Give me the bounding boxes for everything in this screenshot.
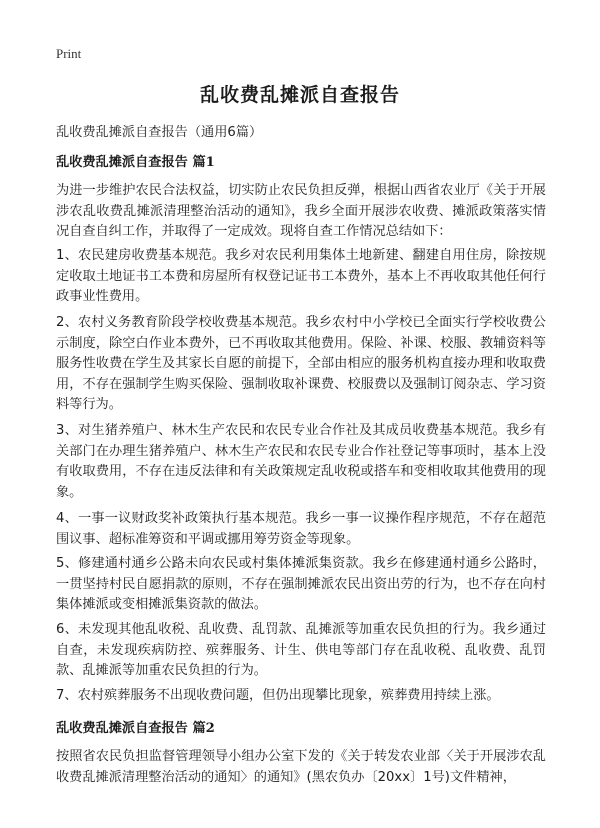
section-heading-1: 乱收费乱摊派自查报告 篇1 [56, 155, 215, 170]
print-label: Print [56, 46, 82, 61]
paragraph-item-4: 4、一事一议财政奖补政策执行基本规范。我乡一事一议操作程序规范，不存在超范围议事、超标准筹资和平调或挪用筹劳资金等现象。 [56, 511, 546, 547]
paragraph-item-7: 7、农村殡葬服务不出现收费问题，但仍出现攀比现象，殡葬费用持续上涨。 [56, 688, 500, 703]
document-subtitle: 乱收费乱摊派自查报告（通用6篇） [56, 125, 263, 140]
paragraph-intro: 为进一步维护农民合法权益，切实防止农民负担反弹，根据山西省农业厅《关于开展涉农乱收费乱摊派清理整治活动的通知》，我乡全面开展涉农收费、摊派政策落实情况自查自纠工作，并取得了一定成效。现将自查工作情况总结如下： [56, 183, 546, 239]
section-heading-2: 乱收费乱摊派自查报告 篇2 [56, 721, 215, 736]
paragraph-item-1: 1、农民建房收费基本规范。我乡对农民利用集体土地新建、翻建自用住房，除按规定收取土地证书工本费和房屋所有权登记证书工本费外，基本上不再收取其他任何行政事业性费用。 [56, 248, 546, 304]
paragraph-section2-intro: 按照省农民负担监督管理领导小组办公室下发的《关于转发农业部〈关于开展涉农乱收费乱摊派清理整治活动的通知〉的通知》(黑农负办〔20xx〕1号)文件精神， [56, 749, 546, 785]
document-title: 乱收费乱摊派自查报告 [199, 84, 400, 106]
paragraph-item-5: 5、修建通村通乡公路未向农民或村集体摊派集资款。我乡在修建通村通乡公路时，一贯坚持村民自愿捐款的原则，不存在强制摊派农民出资出劳的行为，也不存在向村集体摊派或变相摊派集资款的做法。 [56, 556, 546, 612]
paragraph-item-3: 3、对生猪养殖户、林木生产农民和农民专业合作社及其成员收费基本规范。我乡有关部门在办理生猪养殖户、林木生产农民和农民专业合作社登记等事项时，基本上没有收取费用，不存在违反法律和有关政策规定乱收税或搭车和变相收取其他费用的现象。 [56, 423, 546, 500]
paragraph-item-6: 6、未发现其他乱收税、乱收费、乱罚款、乱摊派等加重农民负担的行为。我乡通过自查，未发现疾病防控、殡葬服务、计生、供电等部门存在乱收税、乱收费、乱罚款、乱摊派等加重农民负担的行为。 [56, 622, 546, 678]
paragraph-item-2: 2、农村义务教育阶段学校收费基本规范。我乡农村中小学校已全面实行学校收费公示制度，除空白作业本费外，已不再收取其他费用。保险、补课、校服、教辅资料等服务性收费在学生及其家长自愿的前提下，全部由相应的服务机构直接办理和收取费用，不存在强制学生购买保险、强制收取补课费、校服费以及强制订阅杂志、学习资料等行为。 [56, 315, 546, 412]
